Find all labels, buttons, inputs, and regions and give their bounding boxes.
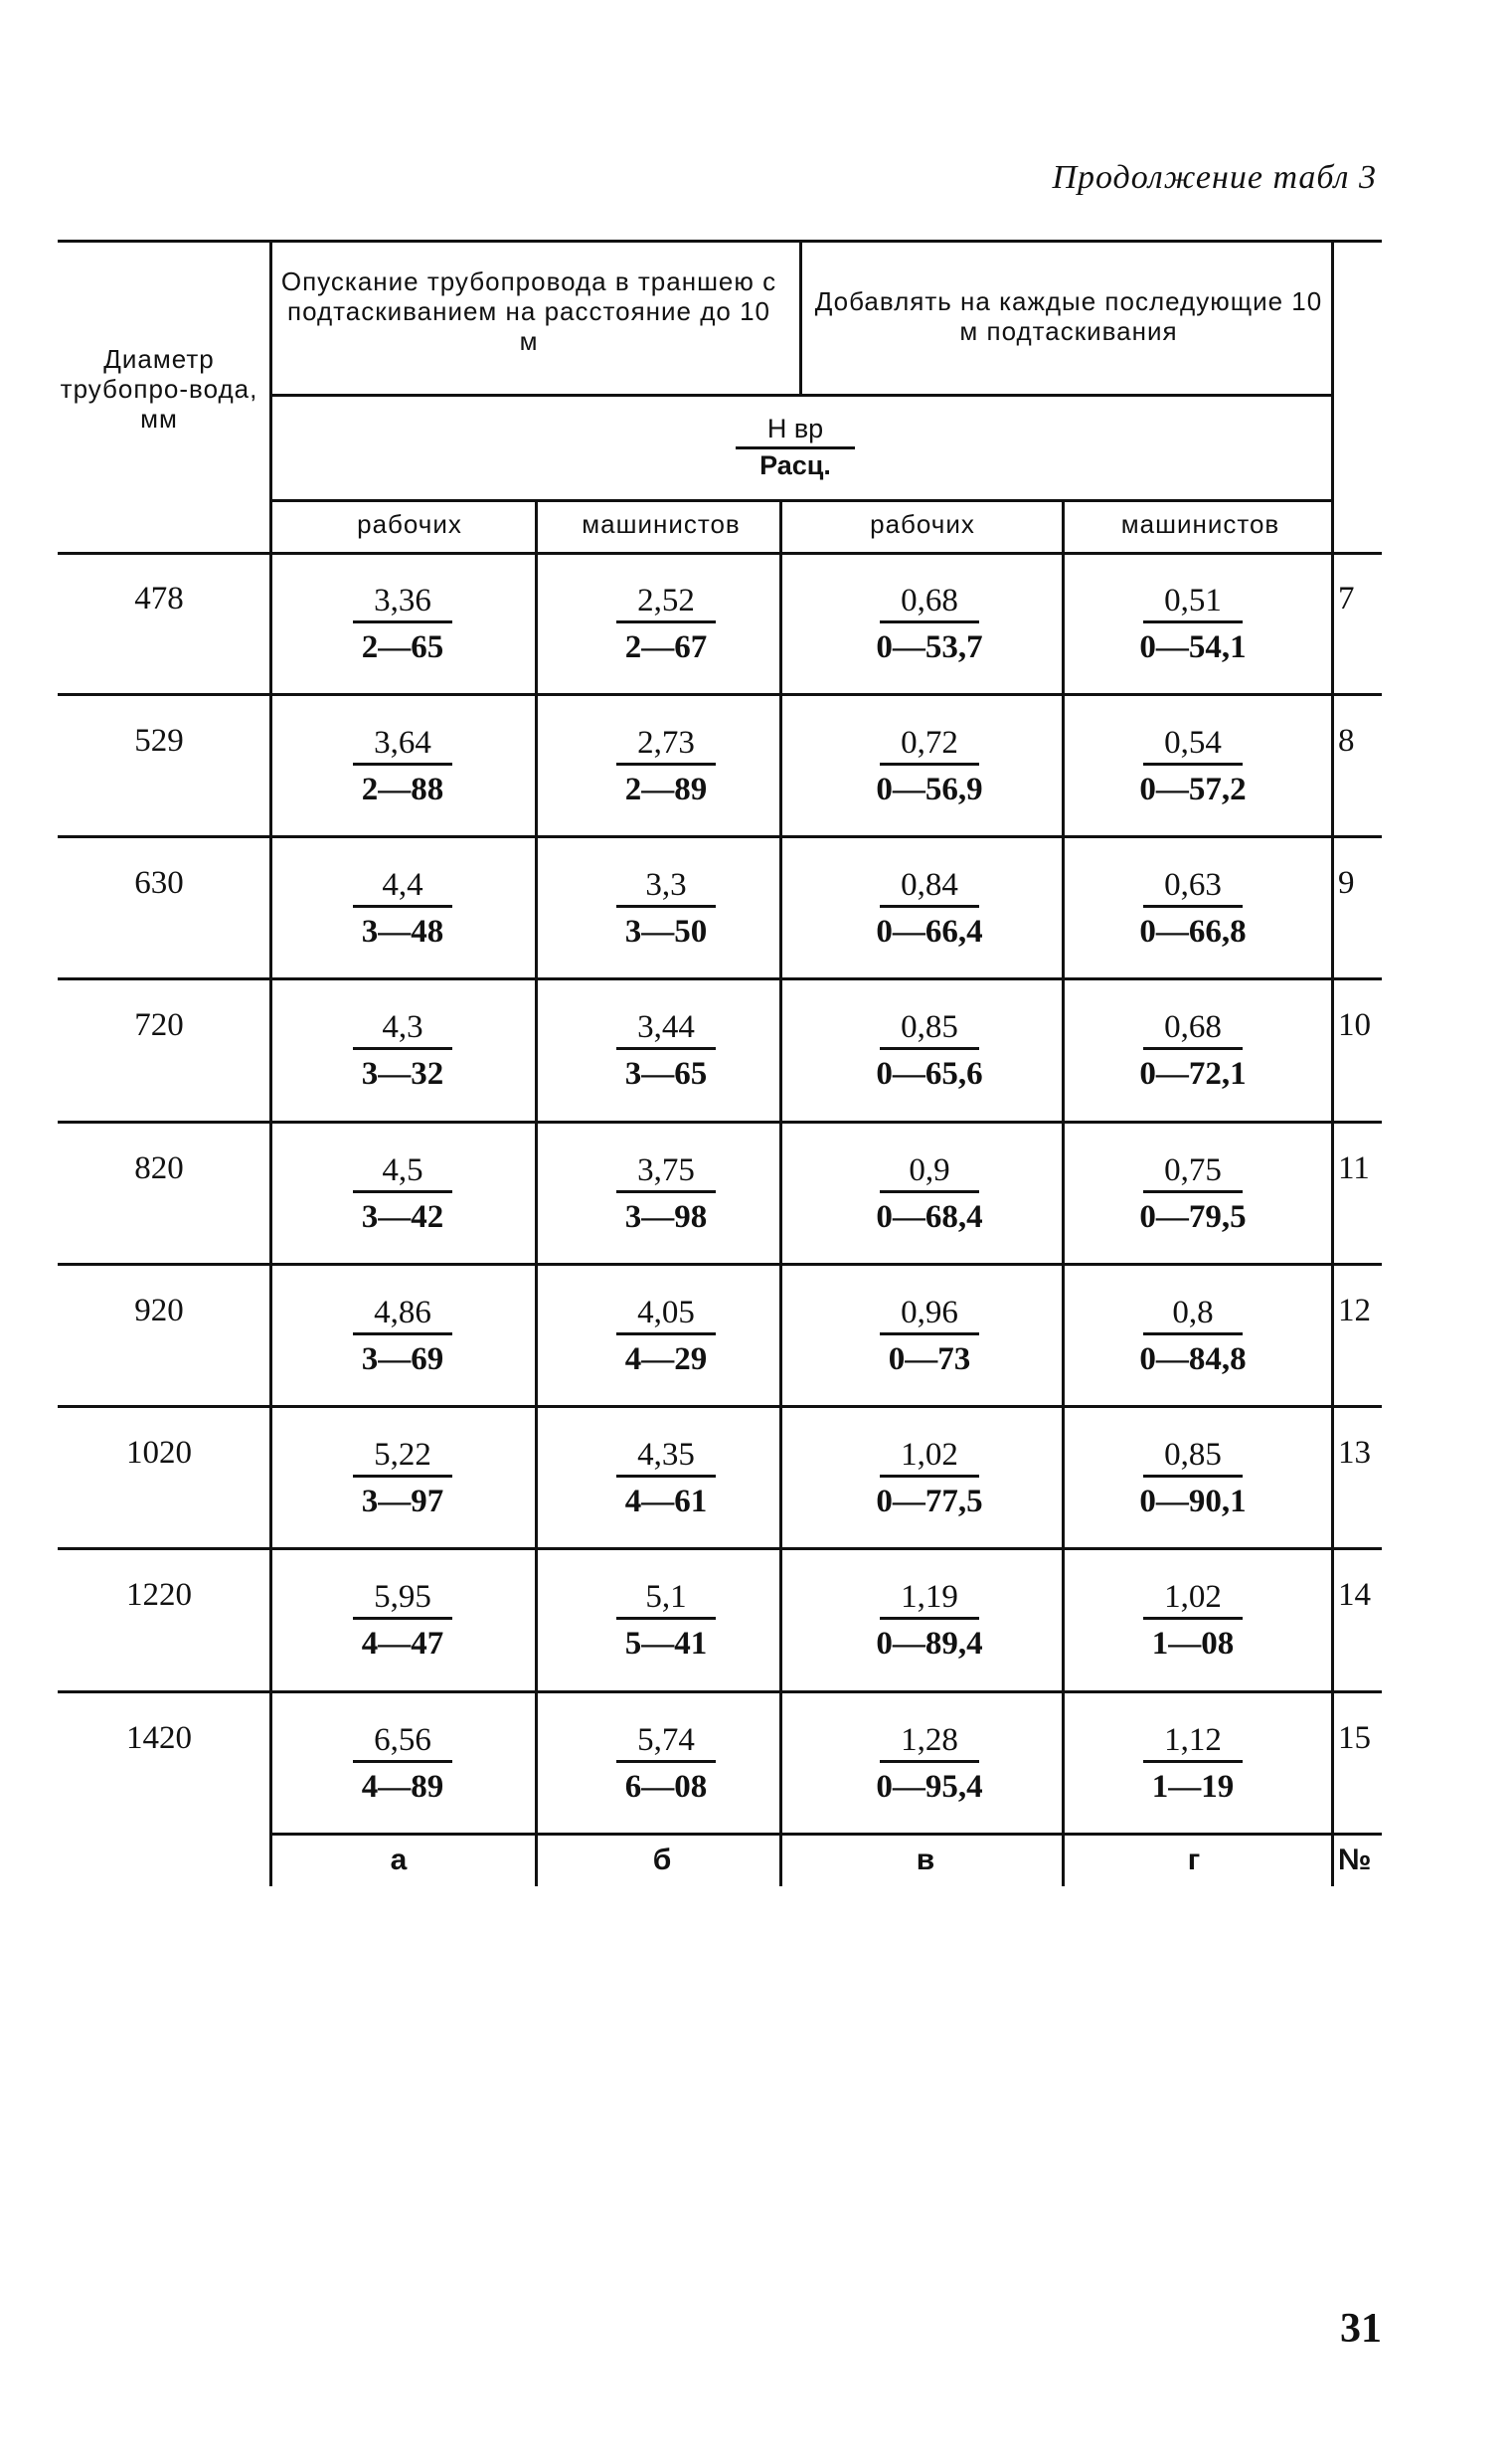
rate-value: 3—97 [361, 1484, 444, 1519]
rate-value: 0—56,9 [876, 772, 983, 807]
grid-vline [1331, 240, 1334, 552]
rate-value: 0—79,5 [1139, 1199, 1247, 1235]
norm-cell [323, 865, 482, 952]
norm-time-value: 0,68 [1143, 1007, 1243, 1050]
norm-time-value: 4,05 [616, 1293, 716, 1335]
subheader-machinists-2: машинистов [1120, 509, 1280, 539]
norm-cell [1113, 1720, 1272, 1807]
rate-value: 0—73 [888, 1341, 971, 1377]
row-number: 8 [1338, 723, 1355, 759]
norm-cell [587, 1293, 746, 1379]
norm-time-value: 6,56 [353, 1720, 452, 1763]
number-sign: № [1338, 1844, 1372, 1876]
norm-time-value: 0,85 [880, 1007, 979, 1050]
grid-hline [58, 552, 1382, 555]
rate-value: 0—77,5 [876, 1484, 983, 1519]
norm-time-value: 0,9 [880, 1150, 979, 1193]
diameter-cell: 529 [134, 723, 184, 759]
norm-time-value: 1,02 [1143, 1577, 1243, 1620]
rate-value: 0—54,1 [1139, 629, 1247, 665]
norm-cell [323, 1150, 482, 1237]
rate-value: 0—95,4 [876, 1769, 983, 1805]
norm-time-value: 0,85 [1143, 1435, 1243, 1478]
rate-value: 0—90,1 [1139, 1484, 1247, 1519]
norm-time-value: 1,02 [880, 1435, 979, 1478]
norm-time-value: 0,51 [1143, 581, 1243, 623]
grid-hline [58, 977, 1382, 980]
norm-cell [1113, 1150, 1272, 1237]
norm-time-value: 3,3 [616, 865, 716, 908]
norm-cell [587, 1150, 746, 1237]
rate-value: 0—53,7 [876, 629, 983, 665]
norm-numerator: Н вр [736, 414, 855, 449]
diameter-header-text: Диаметр трубопро-вода, мм [60, 344, 258, 434]
norm-cell [323, 1435, 482, 1521]
norm-cell [850, 1577, 1009, 1664]
diameter-column-header [60, 344, 258, 434]
norm-time-value: 5,95 [353, 1577, 452, 1620]
rate-value: 4—29 [624, 1341, 708, 1377]
norm-cell [587, 865, 746, 952]
norm-denominator: Расц. [759, 450, 831, 480]
page-number: 31 [1340, 2306, 1382, 2352]
grid-hline [58, 1121, 1382, 1124]
grid-hline [272, 1833, 1382, 1836]
rate-value: 1—08 [1151, 1626, 1235, 1662]
grid-vline [1331, 552, 1334, 1886]
rate-value: 0—66,4 [876, 914, 983, 950]
norm-cell [850, 1435, 1009, 1521]
subheader-machinists-1: машинистов [582, 509, 741, 539]
group1-header-text: Опускание трубопровода в траншею с подтаскиванием на расстояние до 10 м [280, 266, 777, 356]
norm-time-value: 0,63 [1143, 865, 1243, 908]
norm-cell [323, 1293, 482, 1379]
grid-vline [535, 552, 538, 1886]
norm-cell [850, 1720, 1009, 1807]
rate-value: 0—72,1 [1139, 1056, 1247, 1092]
row-number: 10 [1338, 1007, 1371, 1043]
norm-time-value: 3,75 [616, 1150, 716, 1193]
rate-value: 3—48 [361, 914, 444, 950]
table-continuation-caption: Продолжение табл 3 [1052, 159, 1377, 196]
rate-value: 6—08 [624, 1769, 708, 1805]
norm-time-value: 1,28 [880, 1720, 979, 1763]
diameter-cell: 720 [134, 1007, 184, 1043]
norm-cell [587, 1577, 746, 1664]
diameter-cell: 820 [134, 1150, 184, 1186]
grid-vline [799, 240, 802, 396]
grid-hline [58, 1547, 1382, 1550]
norm-cell [323, 1007, 482, 1094]
rate-value: 2—65 [361, 629, 444, 665]
norm-cell [850, 1150, 1009, 1237]
norm-cell [850, 865, 1009, 952]
norm-cell [1113, 581, 1272, 667]
diameter-cell: 630 [134, 865, 184, 901]
grid-hline [58, 1405, 1382, 1408]
rate-value: 0—84,8 [1139, 1341, 1247, 1377]
norm-time-value: 2,73 [616, 723, 716, 766]
norm-cell [850, 723, 1009, 809]
norm-cell [587, 1435, 746, 1521]
column-letter-b: б [652, 1844, 672, 1876]
norm-cell [850, 1293, 1009, 1379]
subheader-workers-1: рабочих [357, 509, 462, 539]
norm-time-value: 4,4 [353, 865, 452, 908]
norm-cell [1113, 723, 1272, 809]
row-number: 12 [1338, 1293, 1371, 1328]
subheader-workers-2: рабочих [870, 509, 975, 539]
norm-time-value: 3,36 [353, 581, 452, 623]
rate-value: 3—32 [361, 1056, 444, 1092]
norm-time-value: 2,52 [616, 581, 716, 623]
diameter-cell: 1220 [126, 1577, 192, 1613]
norm-time-value: 5,74 [616, 1720, 716, 1763]
norm-cell [323, 1577, 482, 1664]
rate-value: 4—47 [361, 1626, 444, 1662]
norm-cell [587, 1720, 746, 1807]
norm-time-value: 4,3 [353, 1007, 452, 1050]
norm-cell [1113, 1577, 1272, 1664]
diameter-cell: 1020 [126, 1435, 192, 1471]
column-letter-v: в [916, 1844, 935, 1876]
diameter-cell: 1420 [126, 1720, 192, 1756]
group1-header [280, 266, 777, 356]
norm-time-value: 0,72 [880, 723, 979, 766]
norm-time-value: 0,8 [1143, 1293, 1243, 1335]
rate-value: 1—19 [1151, 1769, 1235, 1805]
rate-value: 2—89 [624, 772, 708, 807]
norm-time-value: 1,12 [1143, 1720, 1243, 1763]
rate-value: 5—41 [624, 1626, 708, 1662]
rate-value: 2—88 [361, 772, 444, 807]
rate-value: 3—98 [624, 1199, 708, 1235]
column-letter-g: г [1187, 1844, 1201, 1876]
grid-vline [779, 552, 782, 1886]
norm-cell [323, 723, 482, 809]
norm-cell [1113, 1007, 1272, 1094]
rate-value: 3—50 [624, 914, 708, 950]
norm-cell [323, 1720, 482, 1807]
grid-vline [269, 240, 272, 1886]
norm-fraction-header [736, 414, 855, 481]
norm-cell [1113, 1435, 1272, 1521]
row-number: 7 [1338, 581, 1355, 616]
norm-cell [1113, 865, 1272, 952]
norm-cell [1113, 1293, 1272, 1379]
grid-hline [58, 693, 1382, 696]
grid-vline [1062, 552, 1065, 1886]
row-number: 13 [1338, 1435, 1371, 1471]
rate-value: 4—61 [624, 1484, 708, 1519]
norm-time-value: 0,75 [1143, 1150, 1243, 1193]
rate-value: 0—68,4 [876, 1199, 983, 1235]
grid-vline [1062, 499, 1065, 553]
norm-cell [850, 1007, 1009, 1094]
rate-value: 3—69 [361, 1341, 444, 1377]
norm-time-value: 0,54 [1143, 723, 1243, 766]
norm-cell [850, 581, 1009, 667]
grid-hline [272, 394, 1334, 397]
rate-value: 2—67 [624, 629, 708, 665]
grid-hline [58, 1263, 1382, 1266]
norm-time-value: 3,44 [616, 1007, 716, 1050]
group2-header-text: Добавлять на каждые последующие 10 м подтаскивания [814, 286, 1323, 346]
norm-time-value: 0,96 [880, 1293, 979, 1335]
grid-hline [58, 240, 1382, 243]
row-number: 14 [1338, 1577, 1371, 1613]
norm-time-value: 1,19 [880, 1577, 979, 1620]
rate-value: 0—65,6 [876, 1056, 983, 1092]
grid-hline [58, 1690, 1382, 1693]
grid-hline [58, 835, 1382, 838]
rate-value: 0—66,8 [1139, 914, 1247, 950]
norm-cell [587, 1007, 746, 1094]
norm-time-value: 0,84 [880, 865, 979, 908]
grid-hline [272, 499, 1334, 502]
diameter-cell: 920 [134, 1293, 184, 1328]
norm-cell [587, 723, 746, 809]
column-letter-a: а [390, 1844, 408, 1876]
rate-value: 4—89 [361, 1769, 444, 1805]
norm-time-value: 5,1 [616, 1577, 716, 1620]
row-number: 11 [1338, 1150, 1370, 1186]
norm-time-value: 4,35 [616, 1435, 716, 1478]
norm-time-value: 4,86 [353, 1293, 452, 1335]
norm-time-value: 4,5 [353, 1150, 452, 1193]
norm-time-value: 0,68 [880, 581, 979, 623]
row-number: 15 [1338, 1720, 1371, 1756]
row-number: 9 [1338, 865, 1355, 901]
norm-cell [587, 581, 746, 667]
rate-value: 3—42 [361, 1199, 444, 1235]
rate-value: 3—65 [624, 1056, 708, 1092]
rate-value: 0—57,2 [1139, 772, 1247, 807]
norm-time-value: 5,22 [353, 1435, 452, 1478]
group2-header [810, 286, 1327, 346]
norm-cell [323, 581, 482, 667]
norm-time-value: 3,64 [353, 723, 452, 766]
diameter-cell: 478 [134, 581, 184, 616]
rate-value: 0—89,4 [876, 1626, 983, 1662]
